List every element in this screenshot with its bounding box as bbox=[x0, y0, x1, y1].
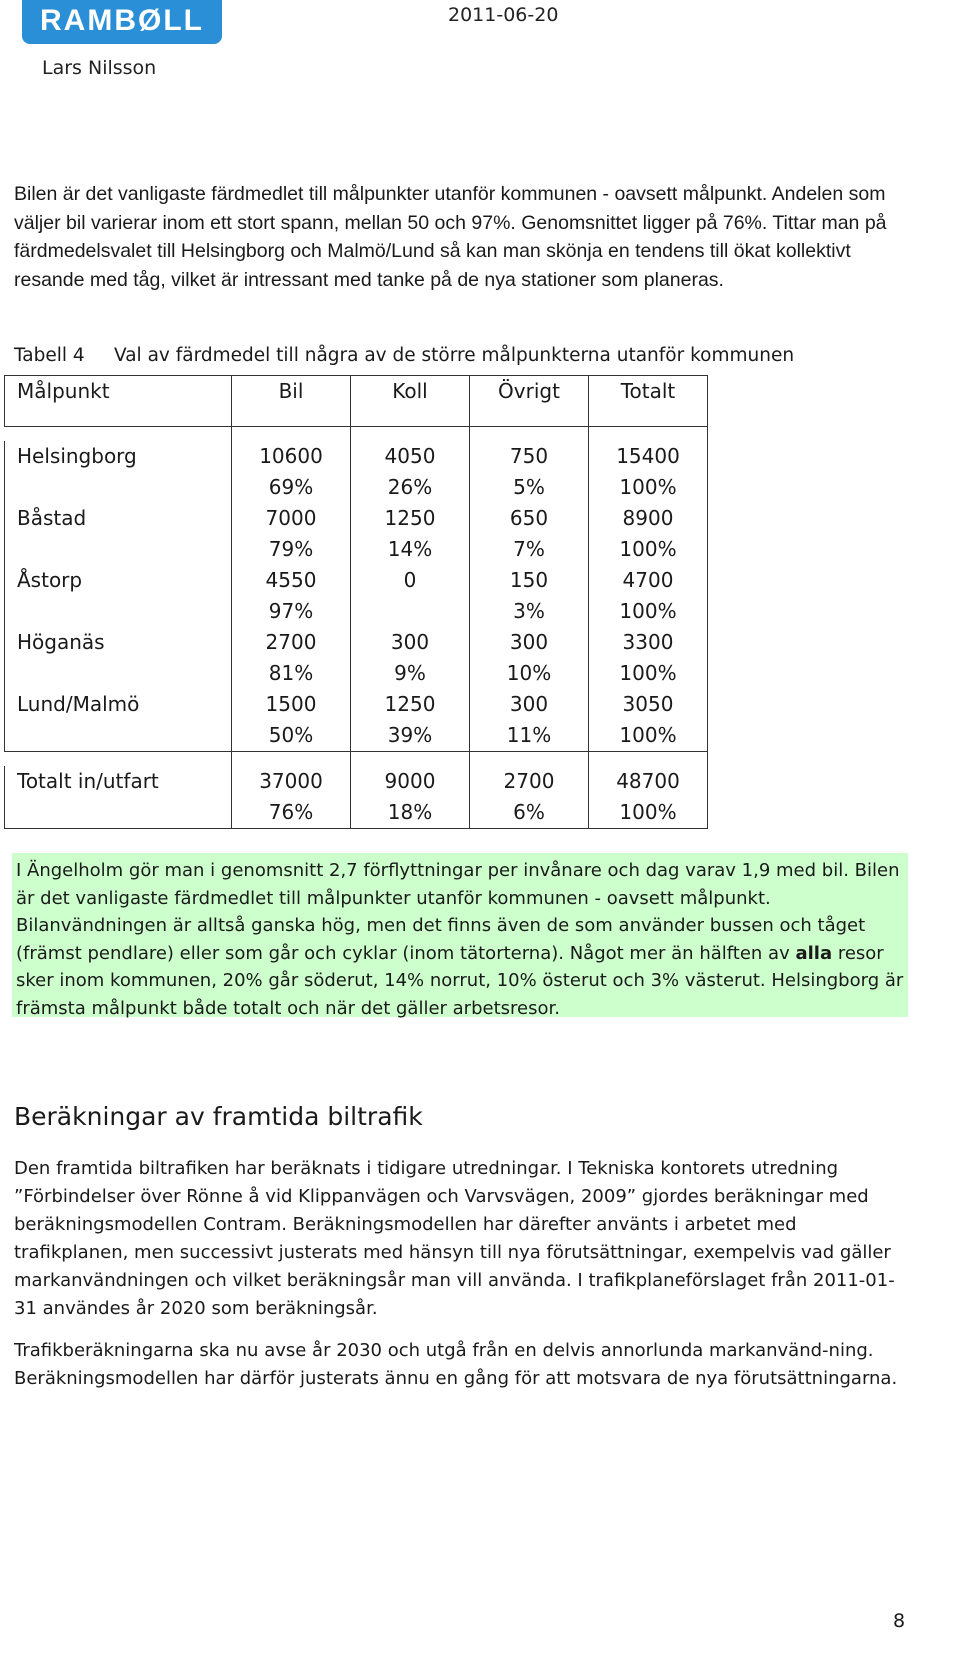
table-caption-text: Val av färdmedel till några av de större målpunkterna utanför kommunen bbox=[114, 345, 795, 366]
count-cell: 4700 bbox=[589, 565, 708, 596]
header-cell: Övrigt bbox=[470, 376, 589, 427]
spacer-cell bbox=[470, 427, 589, 442]
share-cell: 100% bbox=[589, 472, 708, 503]
count-cell: 2700 bbox=[232, 627, 351, 658]
spacer-cell bbox=[5, 752, 232, 767]
destination-name bbox=[5, 797, 232, 829]
page-number: 8 bbox=[893, 1610, 906, 1632]
share-cell: 7% bbox=[470, 534, 589, 565]
section-paragraph-1: Den framtida biltrafiken har beräknats i tidigare utredningar. I Tekniska kontorets utredning ”Förbindelser över Rönne å vid Klippanvägen och Varvsvägen, 2009” gjordes beräkningar med beräkningsmodellen Contram. Beräkningsmodellen har därefter använts i arbetet med trafikplanen, men successivt justerats med hänsyn till nya förutsättningar, exempelvis vad gäller markanvändningen och vilket beräkningsår man vill använda. I trafikplaneförslaget från 2011-01-31 användes år 2020 som beräkningsår. bbox=[14, 1158, 895, 1319]
spacer-cell bbox=[351, 427, 470, 442]
summary-text-end: resor sker inom kommunen, 20% går söderut, 14% norrut, 10% österut och 3% västerut. Helsingborg är främsta målpunkt både totalt och när det gäller arbetsresor. bbox=[16, 942, 904, 1019]
table-header-row bbox=[5, 376, 708, 427]
count-cell: 3300 bbox=[589, 627, 708, 658]
count-cell: 48700 bbox=[589, 766, 708, 797]
spacer-cell bbox=[589, 752, 708, 767]
spacer-cell bbox=[232, 427, 351, 442]
table-spacer-row bbox=[5, 752, 708, 767]
share-cell: 81% bbox=[232, 658, 351, 689]
table-row-count bbox=[5, 503, 708, 534]
count-cell: 3050 bbox=[589, 689, 708, 720]
share-cell: 18% bbox=[351, 797, 470, 829]
destination-name bbox=[5, 534, 232, 565]
share-cell: 100% bbox=[589, 797, 708, 829]
document-date: 2011-06-20 bbox=[448, 4, 559, 26]
header-cell: Totalt bbox=[589, 376, 708, 427]
share-cell: 50% bbox=[232, 720, 351, 752]
destination-name: Åstorp bbox=[5, 565, 232, 596]
count-cell: 0 bbox=[351, 565, 470, 596]
destination-name: Totalt in/utfart bbox=[5, 766, 232, 797]
count-cell: 1250 bbox=[351, 689, 470, 720]
share-cell: 100% bbox=[589, 720, 708, 752]
destination-name: Helsingborg bbox=[5, 441, 232, 472]
table-row-share bbox=[5, 658, 708, 689]
count-cell: 15400 bbox=[589, 441, 708, 472]
share-cell: 26% bbox=[351, 472, 470, 503]
count-cell: 2700 bbox=[470, 766, 589, 797]
destination-name bbox=[5, 720, 232, 752]
mode-choice-table bbox=[4, 375, 708, 829]
destination-name bbox=[5, 658, 232, 689]
table-row-share bbox=[5, 534, 708, 565]
count-cell: 9000 bbox=[351, 766, 470, 797]
count-cell: 4050 bbox=[351, 441, 470, 472]
share-cell: 39% bbox=[351, 720, 470, 752]
share-cell: 100% bbox=[589, 596, 708, 627]
spacer-cell bbox=[5, 427, 232, 442]
table-row-count bbox=[5, 766, 708, 797]
count-cell: 300 bbox=[351, 627, 470, 658]
summary-text-start: I Ängelholm gör man i genomsnitt 2,7 förflyttningar per invånare och dag varav 1,9 med bil. Bilen är det vanligaste färdmedlet till målpunkter utanför kommunen - oavsett målpunkt. Bilanvändningen är alltså ganska hög, men det finns även de som använder bussen och tåget (främst pendlare) eller som går och cyklar (inom tätorterna). Något mer än hälften av bbox=[16, 860, 900, 964]
share-cell: 14% bbox=[351, 534, 470, 565]
share-cell: 11% bbox=[470, 720, 589, 752]
header-cell: Målpunkt bbox=[5, 376, 232, 427]
count-cell: 300 bbox=[470, 689, 589, 720]
share-cell: 76% bbox=[232, 797, 351, 829]
document-author: Lars Nilsson bbox=[42, 57, 157, 79]
share-cell: 10% bbox=[470, 658, 589, 689]
destination-name: Höganäs bbox=[5, 627, 232, 658]
share-cell: 3% bbox=[470, 596, 589, 627]
table-caption bbox=[14, 345, 794, 366]
destination-name: Lund/Malmö bbox=[5, 689, 232, 720]
count-cell: 8900 bbox=[589, 503, 708, 534]
table-row-count bbox=[5, 441, 708, 472]
section-paragraph-2: Trafikberäkningarna ska nu avse år 2030 och utgå från en delvis annorlunda markanvänd-ning. Beräkningsmodellen har därför justerats ännu en gång för att motsvara de nya förutsättningarna. bbox=[14, 1340, 898, 1389]
destination-name: Båstad bbox=[5, 503, 232, 534]
header-cell: Bil bbox=[232, 376, 351, 427]
share-cell: 79% bbox=[232, 534, 351, 565]
count-cell: 37000 bbox=[232, 766, 351, 797]
share-cell: 100% bbox=[589, 534, 708, 565]
destination-name bbox=[5, 472, 232, 503]
section-title: Beräkningar av framtida biltrafik bbox=[14, 1102, 423, 1131]
count-cell: 7000 bbox=[232, 503, 351, 534]
share-cell: 5% bbox=[470, 472, 589, 503]
table-row-count bbox=[5, 565, 708, 596]
spacer-cell bbox=[470, 752, 589, 767]
header-cell: Koll bbox=[351, 376, 470, 427]
summary-text bbox=[12, 853, 908, 1022]
table-row-share bbox=[5, 472, 708, 503]
count-cell: 300 bbox=[470, 627, 589, 658]
table-row-share bbox=[5, 797, 708, 829]
share-cell: 9% bbox=[351, 658, 470, 689]
spacer-cell bbox=[351, 752, 470, 767]
spacer-cell bbox=[232, 752, 351, 767]
count-cell: 10600 bbox=[232, 441, 351, 472]
ramboll-logo: RAMBØLL bbox=[22, 0, 222, 44]
table-row-count bbox=[5, 627, 708, 658]
summary-bold-word: alla bbox=[795, 942, 833, 964]
share-cell: 6% bbox=[470, 797, 589, 829]
count-cell: 1500 bbox=[232, 689, 351, 720]
table-row-share bbox=[5, 720, 708, 752]
share-cell bbox=[351, 596, 470, 627]
share-cell: 97% bbox=[232, 596, 351, 627]
share-cell: 100% bbox=[589, 658, 708, 689]
destination-name bbox=[5, 596, 232, 627]
count-cell: 4550 bbox=[232, 565, 351, 596]
table-spacer-row bbox=[5, 427, 708, 442]
count-cell: 750 bbox=[470, 441, 589, 472]
share-cell: 69% bbox=[232, 472, 351, 503]
table-caption-number: Tabell 4 bbox=[14, 345, 85, 366]
count-cell: 150 bbox=[470, 565, 589, 596]
intro-paragraph: Bilen är det vanligaste färdmedlet till målpunkter utanför kommunen - oavsett målpunkt. Andelen som väljer bil varierar inom ett stort spann, mellan 50 och 97%. Genomsnittet ligger på 76%. Tittar man på färdmedelsvalet till Helsingborg och Malmö/Lund så kan man skönja en tendens till ökat kollektivt resande med tåg, vilket är intressant med tanke på de nya stationer som planeras. bbox=[14, 183, 887, 291]
table-row-count bbox=[5, 689, 708, 720]
table-row-share bbox=[5, 596, 708, 627]
count-cell: 1250 bbox=[351, 503, 470, 534]
summary-highlight bbox=[12, 853, 908, 1017]
count-cell: 650 bbox=[470, 503, 589, 534]
spacer-cell bbox=[589, 427, 708, 442]
